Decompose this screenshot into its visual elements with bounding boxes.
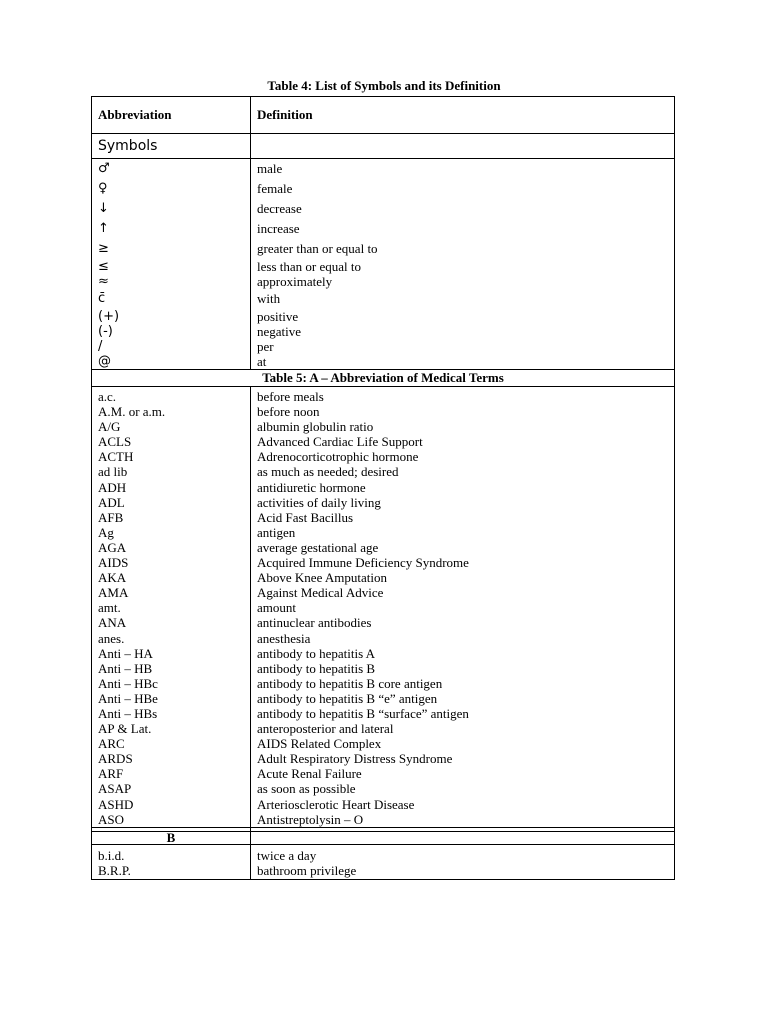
term-abbreviation: Anti – HA [98, 645, 153, 661]
symbol-glyph: (+) [98, 309, 120, 324]
symbol-definition: per [257, 339, 274, 354]
term-definition: amount [257, 600, 296, 616]
term-definition: anteroposterior and lateral [257, 721, 394, 737]
term-definition: antibody to hepatitis B “e” antigen [257, 690, 438, 706]
term-abbreviation: AFB [98, 509, 124, 525]
table-header-row [92, 97, 675, 134]
term-definition: as much as needed; desired [257, 464, 399, 480]
section-b-empty-cell [251, 831, 675, 844]
term-abbreviation: AMA [98, 585, 129, 601]
term-abbreviation: ASAP [98, 781, 132, 797]
term-definition: Acute Renal Failure [257, 766, 362, 782]
term-definition: antinuclear antibodies [257, 615, 372, 631]
terms-a-definition-column [251, 387, 675, 828]
symbol-glyph: ↑ [98, 221, 109, 236]
term-definition: bathroom privilege [257, 862, 357, 878]
term-definition: antibody to hepatitis B core antigen [257, 675, 443, 691]
abbreviations-table [91, 96, 675, 880]
symbol-definitions-column [251, 159, 675, 370]
terms-a-abbreviation-column [92, 387, 251, 828]
term-abbreviation: A/G [98, 419, 121, 435]
term-abbreviation: Anti – HBe [98, 690, 158, 706]
term-abbreviation: b.i.d. [98, 847, 125, 863]
symbol-definition: less than or equal to [257, 259, 361, 274]
term-definition: average gestational age [257, 539, 379, 555]
symbol-glyph: ♂ [98, 161, 110, 176]
symbol-glyph: / [98, 339, 103, 354]
term-abbreviation: AIDS [98, 555, 129, 571]
term-abbreviation: AKA [98, 570, 127, 586]
term-definition: Antistreptolysin – O [257, 811, 364, 827]
term-definition: as soon as possible [257, 781, 356, 797]
term-abbreviation: ARC [98, 736, 125, 752]
term-definition: antibody to hepatitis A [257, 645, 376, 661]
term-abbreviation: ARF [98, 766, 124, 782]
term-abbreviation: anes. [98, 630, 125, 646]
symbol-glyph: ♀ [98, 181, 108, 196]
term-abbreviation: ARDS [98, 751, 133, 767]
term-definition: Against Medical Advice [257, 585, 384, 601]
term-abbreviation: ACTH [98, 449, 134, 465]
term-definition: twice a day [257, 847, 317, 863]
symbols-section-label: Symbols [92, 134, 251, 159]
term-definition: antigen [257, 524, 296, 540]
symbol-definition: positive [257, 309, 299, 324]
term-definition: Adrenocorticotrophic hormone [257, 449, 419, 465]
term-abbreviation: ASHD [98, 796, 134, 812]
term-definition: Adult Respiratory Distress Syndrome [257, 751, 453, 767]
term-definition: antibody to hepatitis B “surface” antigen [257, 705, 469, 721]
terms-b-rows [92, 848, 675, 880]
table-5-caption: Table 5: A – Abbreviation of Medical Terms [92, 370, 675, 387]
symbols-section-row [92, 134, 675, 159]
term-definition: Acid Fast Bacillus [257, 509, 354, 525]
symbol-definition: at [257, 354, 267, 369]
abbreviation-header: Abbreviation [92, 97, 251, 134]
terms-b-definition-column [251, 848, 675, 880]
symbol-glyph: (-) [98, 324, 113, 339]
term-abbreviation: AGA [98, 539, 127, 555]
section-b-label: B [92, 831, 251, 844]
symbol-glyph: ≥ [98, 241, 109, 256]
definition-header: Definition [251, 97, 675, 134]
term-abbreviation: ADL [98, 494, 125, 510]
symbol-definition: male [257, 161, 283, 176]
term-definition: Advanced Cardiac Life Support [257, 434, 423, 450]
symbol-definition: approximately [257, 274, 333, 289]
symbol-glyph: ↓ [98, 201, 109, 216]
symbol-glyph: ≈ [98, 274, 109, 289]
term-definition: activities of daily living [257, 494, 381, 510]
term-abbreviation: Anti – HBc [98, 675, 158, 691]
symbol-glyph: c̄ [98, 291, 106, 306]
term-abbreviation: ad lib [98, 464, 128, 480]
term-abbreviation: ANA [98, 615, 127, 631]
term-definition: anesthesia [257, 630, 311, 646]
term-abbreviation: A.M. or a.m. [98, 404, 166, 420]
term-abbreviation: B.R.P. [98, 862, 131, 878]
term-definition: albumin globulin ratio [257, 419, 374, 435]
term-definition: antidiuretic hormone [257, 479, 366, 495]
term-definition: before meals [257, 389, 324, 404]
symbol-definition: negative [257, 324, 302, 339]
term-abbreviation: amt. [98, 600, 121, 616]
term-definition: antibody to hepatitis B [257, 660, 376, 676]
term-definition: Acquired Immune Deficiency Syndrome [257, 555, 469, 571]
symbol-glyph: ≤ [98, 259, 109, 274]
symbol-glyph: @ [98, 354, 111, 369]
symbols-column [92, 159, 251, 370]
symbols-section-empty-cell [251, 134, 675, 159]
symbols-rows [92, 159, 675, 370]
term-abbreviation: AP & Lat. [98, 721, 152, 737]
term-abbreviation: a.c. [98, 389, 117, 404]
term-definition: AIDS Related Complex [257, 736, 382, 752]
term-abbreviation: Anti – HBs [98, 705, 158, 721]
term-abbreviation: Ag [98, 524, 114, 540]
term-definition: before noon [257, 404, 320, 420]
terms-a-rows [92, 387, 675, 828]
term-abbreviation: ADH [98, 479, 127, 495]
terms-b-abbreviation-column [92, 848, 251, 880]
symbol-definition: increase [257, 221, 300, 236]
symbol-definition: decrease [257, 201, 302, 216]
term-abbreviation: ASO [98, 811, 125, 827]
table-5-caption-row [92, 370, 675, 387]
symbol-definition: greater than or equal to [257, 241, 378, 256]
section-b-header-row [92, 831, 675, 844]
term-definition: Arteriosclerotic Heart Disease [257, 796, 415, 812]
term-definition: Above Knee Amputation [257, 570, 387, 586]
symbol-definition: with [257, 291, 281, 306]
term-abbreviation: Anti – HB [98, 660, 153, 676]
symbol-definition: female [257, 181, 293, 196]
term-abbreviation: ACLS [98, 434, 132, 450]
table-4-caption: Table 4: List of Symbols and its Definition [267, 78, 501, 93]
